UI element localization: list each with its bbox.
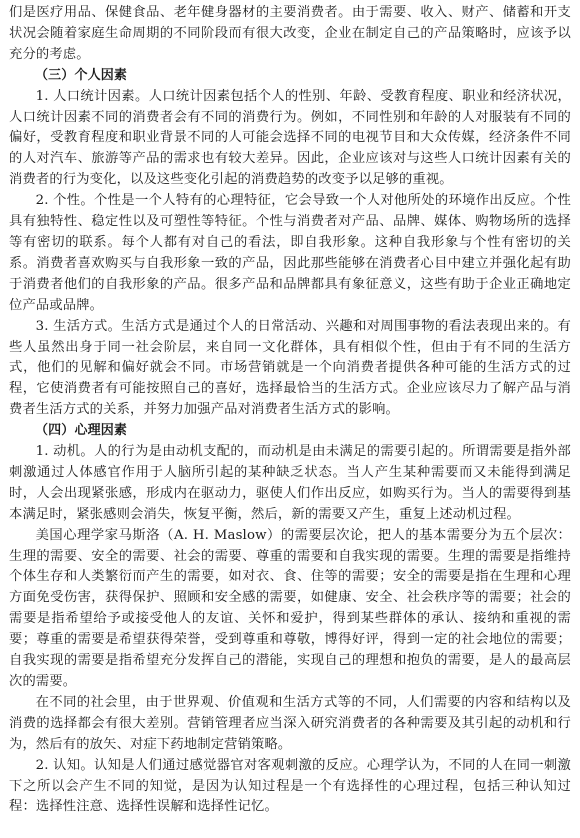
paragraph-demographic-factors: 1. 人口统计因素。人口统计因素包括个人的性别、年龄、受教育程度、职业和经济状况，人口统计因素不同的消费者会有不同的消费行为。例如，不同性别和年龄的人对服装有不同的偏好，受教育程度和职业背景不同的人可能会选择不同的电视节目和大众传媒，经济条件不同的人对汽车、旅游等产品的需求也有较大差异。因此，企业应该对与这些人口统计因素有关的消费者的行为变化，以及这些变化引起的消费趋势的改变予以足够的重视。 [9, 88, 571, 188]
paragraph-perception: 2. 认知。认知是人们通过感觉器官对客观刺激的反应。心理学认为，不同的人在同一刺激下之所以会产生不同的知觉，是因为认知过程是一个有选择性的心理过程，包括三种认知过程：选择性注意、选择性误解和选择性记忆。 [9, 757, 571, 815]
paragraph-maslow-hierarchy: 美国心理学家马斯洛（A. H. Maslow）的需要层次论，把人的基本需要分为五个层次：生理的需要、安全的需要、社会的需要、尊重的需要和自我实现的需要。生理的需要是指维持个体生存和人类繁衍而产生的需要，如对衣、食、住等的需要；安全的需要是指在生理和心理方面免受伤害，获得保护、照顾和安全感的需要，如健康、安全、社会秩序等的需要；社会的需要是指希望给予或接受他人的友谊、关怀和爱护，得到某些群体的承认、接纳和重视的需要；尊重的需要是希望获得荣誉，受到尊重和尊敬，博得好评，得到一定的社会地位的需要；自我实现的需要是指希望充分发挥自己的潜能，实现自己的理想和抱负的需要，是人的最高层次的需要。 [9, 527, 571, 689]
section-heading-personal-factors: （三）个人因素 [35, 67, 128, 83]
intro-paragraph: 们是医疗用品、保健食品、老年健身器材的主要消费者。由于需要、收入、财产、储蓄和开支状况会随着家庭生命周期的不同阶段而有很大改变，企业在制定自己的产品策略时，应该予以充分的考虑。 [9, 5, 571, 62]
paragraph-lifestyle: 3. 生活方式。生活方式是通过个人的日常活动、兴趣和对周围事物的看法表现出来的。有些人虽然出身于同一社会阶层，来自同一文化群体，具有相似个性，但由于有不同的生活方式，他们的见解和偏好就会不同。市场营销就是一个向消费者提供各种可能的生活方式的过程，它使消费者有可能按照自己的喜好，选择最恰当的生活方式。企业应该尽力了解产品与消费者生活方式的关系，并努力加强产品对消费者生活方式的影响。 [9, 318, 571, 418]
paragraph-motivation: 1. 动机。人的行为是由动机支配的，而动机是由未满足的需要引起的。所谓需要是指外部刺激通过人体感官作用于人脑所引起的某种缺乏状态。当人产生某种需要而又未能得到满足时，人会出现紧张感，形成内在驱动力，驱使人们作出反应，如购买行为。当人的需要得到基本满足时，紧张感则会消失，恢复平衡，然后，新的需要又产生，重复上述动机过程。 [9, 444, 571, 522]
section-heading-psychological-factors: （四）心理因素 [35, 423, 128, 439]
paragraph-personality: 2. 个性。个性是一个人特有的心理特征，它会导致一个人对他所处的环境作出反应。个性具有独特性、稳定性以及可塑性等特征。个性与消费者对产品、品牌、媒体、购物场所的选择等有密切的联系。每个人都有对自己的看法，即自我形象。这种自我形象与个性有密切的关系。消费者喜欢购买与自我形象一致的产品，因此那些能够在消费者心目中建立并强化起有助于消费者他们的自我形象的产品。很多产品和品牌都具有象征意义，这些有助于企业正确地定位产品或品牌。 [9, 193, 571, 313]
paragraph-needs-differences: 在不同的社会里，由于世界观、价值观和生活方式等的不同，人们需要的内容和结构以及消费的选择都会有很大差别。营销管理者应当深入研究消费者的各种需要及其引起的动机和行为，然后有的放矢、对症下药地制定营销策略。 [9, 694, 571, 752]
